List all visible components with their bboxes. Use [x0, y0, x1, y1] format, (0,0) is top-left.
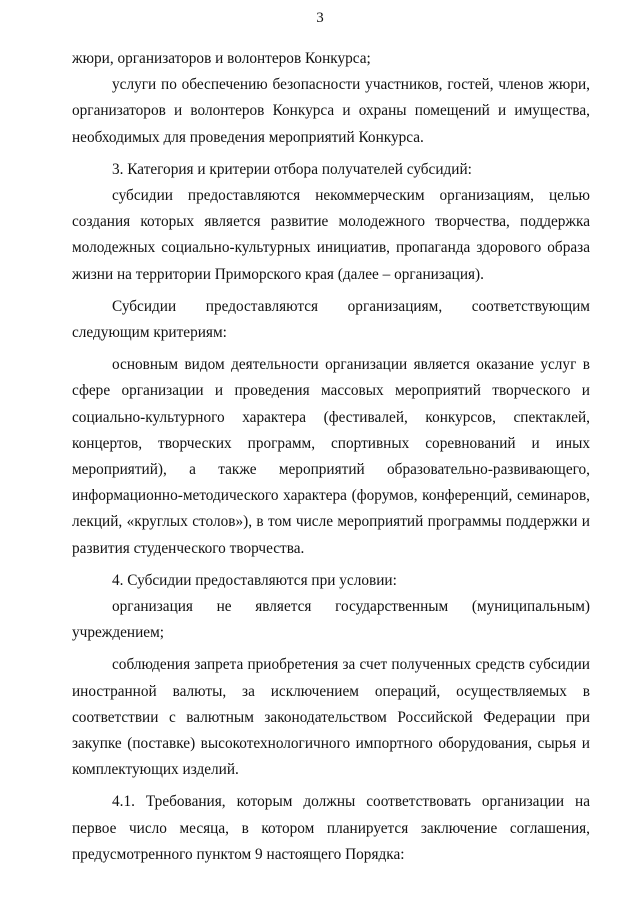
paragraph: Субсидии предоставляются организациям, соответствующим следующим критериям:: [72, 297, 590, 342]
paragraph: 3. Категория и критерии отбора получателей субсидий:: [112, 160, 472, 178]
paragraph: услуги по обеспечению безопасности участников, гостей, членов жюри, организаторов и волонтеров Конкурса и охраны помещений и имущества, необходимых для проведения мероприятий Конкурса.: [72, 76, 590, 146]
paragraph: 4.1. Требования, которым должны соответствовать организации на первое число месяца, в котором планируется заключение соглашения, предусмотренного пунктом 9 настоящего Порядка:: [72, 793, 590, 863]
paragraph: субсидии предоставляются некоммерческим организациям, целью создания которых является развитие молодежного творчества, поддержка молодежных социально-культурных инициатив, пропаганда здорового образа жизни на территории Приморского края (далее – организация).: [72, 187, 590, 283]
paragraph: жюри, организаторов и волонтеров Конкурса;: [72, 50, 371, 67]
paragraph: основным видом деятельности организации является оказание услуг в сфере организации и проведения массовых мероприятий творческого и социально-культурного характера (фестивалей, конкурсов, спектаклей, концертов, творческих программ, спортивных соревнований и иных мероприятий), а также мероприятий образовательно-развивающего, информационно-методического характера (форумов, конференций, семинаров, лекций, «круглых столов»), в том числе мероприятий программы поддержки и развития студенческого творчества.: [72, 356, 590, 557]
paragraph: организация не является государственным (муниципальным) учреждением;: [72, 598, 590, 642]
document-body: [72, 46, 590, 868]
paragraph: 4. Субсидии предоставляются при условии:: [112, 571, 397, 589]
page-number: 3: [316, 10, 324, 26]
paragraph: соблюдения запрета приобретения за счет полученных средств субсидии иностранной валюты, за исключением операций, осуществляемых в соответствии с валютным законодательством Российской Федерации при закупке (поставке) высокотехнологичного импортного оборудования, сырья и комплектующих изделий.: [72, 656, 590, 779]
